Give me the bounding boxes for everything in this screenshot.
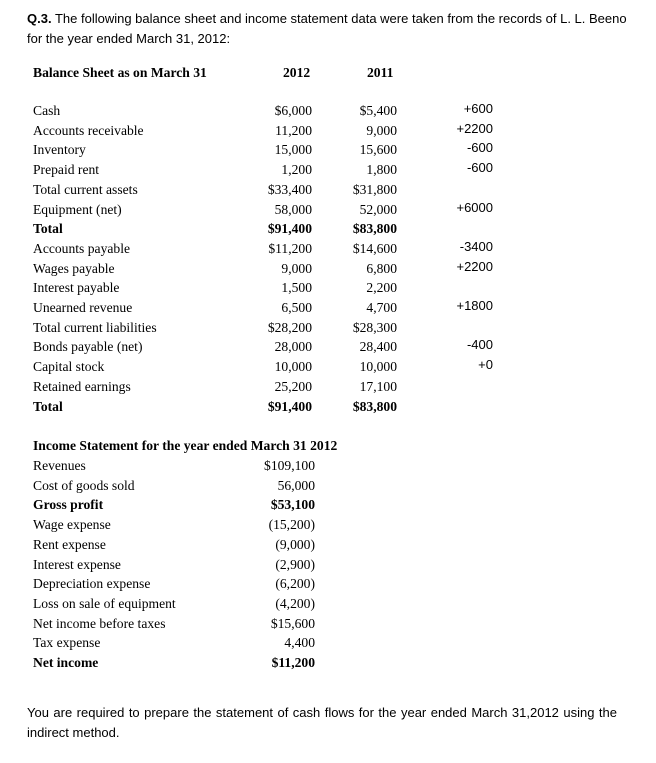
balance-sheet-row: [0, 280, 656, 300]
value-2011: 52,000: [359, 201, 397, 217]
row-label: Gross profit: [33, 497, 104, 513]
row-label: Net income before taxes: [33, 615, 166, 631]
income-statement-row: [0, 576, 656, 596]
row-label: Interest expense: [33, 556, 121, 572]
question-number: Q.3.: [27, 11, 52, 26]
value-2011: 2,200: [366, 280, 397, 296]
income-statement-row: [0, 596, 656, 616]
row-label: Capital stock: [33, 359, 105, 375]
change-annotation: +1800: [456, 298, 493, 313]
row-label: Inventory: [33, 142, 86, 158]
income-statement-row: [0, 635, 656, 655]
change-annotation: -3400: [459, 238, 493, 254]
row-value: (2,900): [275, 556, 315, 572]
row-label: Unearned revenue: [33, 300, 133, 315]
balance-sheet-row: [0, 300, 656, 320]
change-annotation: +2200: [456, 120, 493, 136]
row-value: $53,100: [270, 497, 315, 513]
row-value: $11,200: [271, 655, 315, 670]
income-statement-row: [0, 497, 656, 517]
change-annotation: -600: [466, 140, 493, 156]
balance-sheet-row: [0, 320, 656, 340]
row-value: $109,100: [264, 458, 315, 473]
balance-sheet-row: [0, 182, 656, 202]
income-statement-row: [0, 517, 656, 537]
value-2012: 1,500: [281, 280, 312, 296]
row-label: Accounts receivable: [33, 122, 144, 138]
value-2011: 9,000: [366, 122, 397, 138]
balance-sheet-row: [0, 399, 656, 419]
row-label: Depreciation expense: [33, 576, 151, 592]
row-label: Tax expense: [33, 635, 101, 651]
row-label: Retained earnings: [33, 378, 131, 394]
value-2012: 9,000: [281, 260, 312, 276]
change-annotation: +0: [478, 357, 493, 373]
change-annotation: +600: [463, 101, 493, 116]
row-label: Bonds payable (net): [33, 339, 143, 355]
row-label: Equipment (net): [33, 201, 122, 217]
income-statement-row: [0, 655, 656, 675]
row-value: (15,200): [268, 517, 315, 533]
column-header-2012: 2012: [283, 65, 311, 80]
value-2011: 6,800: [366, 260, 397, 276]
value-2011: $83,800: [352, 398, 397, 414]
row-label: Total current assets: [33, 181, 138, 197]
balance-sheet-row: [0, 103, 656, 123]
row-label: Accounts payable: [33, 240, 131, 256]
balance-sheet-row: [0, 238, 656, 261]
value-2011: $5,400: [359, 103, 397, 118]
value-2012: $33,400: [267, 181, 312, 197]
value-2012: 6,500: [281, 300, 312, 315]
value-2011: $28,300: [352, 319, 397, 335]
row-label: Total: [33, 398, 63, 414]
balance-sheet-row: [0, 199, 656, 222]
row-value: 56,000: [277, 477, 315, 493]
value-2012: 25,200: [274, 378, 312, 394]
income-statement-row: [0, 537, 656, 557]
value-2011: 28,400: [359, 339, 397, 355]
row-label: Wage expense: [33, 517, 111, 533]
row-label: Cash: [33, 103, 61, 118]
value-2012: $11,200: [268, 240, 312, 256]
value-2011: 10,000: [359, 359, 397, 375]
value-2012: 58,000: [274, 201, 312, 217]
row-value: (9,000): [275, 536, 315, 552]
value-2012: $6,000: [274, 103, 312, 118]
row-label: Loss on sale of equipment: [33, 595, 176, 611]
row-label: Total: [33, 221, 63, 237]
balance-sheet-row: [0, 120, 656, 143]
row-label: Rent expense: [33, 536, 106, 552]
balance-sheet-row: [0, 258, 656, 281]
value-2012: $28,200: [267, 319, 312, 335]
income-statement-row: [0, 557, 656, 577]
value-2012: 28,000: [274, 339, 312, 355]
row-label: Net income: [33, 655, 99, 670]
balance-sheet-row: [0, 359, 656, 379]
change-annotation: -600: [466, 160, 493, 176]
question-intro: [27, 9, 627, 49]
row-value: (6,200): [275, 576, 315, 592]
value-2012: 1,200: [281, 162, 312, 178]
value-2012: $91,400: [267, 398, 312, 414]
row-value: (4,200): [275, 595, 315, 611]
value-2011: 17,100: [359, 378, 397, 394]
value-2012: 10,000: [274, 359, 312, 375]
balance-sheet-row: [0, 379, 656, 399]
question-text: The following balance sheet and income statement data were taken from the records of L. L. Beeno for the year ended March 31, 2012:: [27, 11, 627, 46]
balance-sheet-title: Balance Sheet as on March 31: [33, 65, 207, 80]
value-2011: 1,800: [366, 162, 397, 178]
income-statement-row: [0, 478, 656, 498]
value-2011: 15,600: [359, 142, 397, 158]
balance-sheet-row: [0, 221, 656, 241]
income-statement-row: [0, 458, 656, 478]
value-2012: 15,000: [274, 142, 312, 158]
value-2011: 4,700: [366, 300, 397, 315]
balance-sheet-row: [0, 339, 656, 359]
row-label: Wages payable: [33, 260, 115, 276]
row-label: Prepaid rent: [33, 162, 100, 178]
value-2012: 11,200: [275, 122, 312, 138]
change-annotation: +2200: [456, 258, 493, 274]
column-header-2011: 2011: [367, 65, 394, 80]
row-label: Interest payable: [33, 280, 120, 296]
change-annotation: -400: [466, 337, 493, 353]
balance-sheet-row: [0, 162, 656, 182]
balance-sheet-row: [0, 142, 656, 162]
change-annotation: +6000: [456, 199, 493, 215]
row-label: Total current liabilities: [33, 319, 157, 335]
value-2011: $14,600: [352, 240, 397, 256]
value-2011: $31,800: [352, 181, 397, 197]
income-statement-title: Income Statement for the year ended March 31 2012: [33, 438, 338, 453]
instruction-text: You are required to prepare the statement of cash flows for the year ended March 31,2012 using the indirect method.: [27, 705, 617, 740]
value-2012: $91,400: [267, 221, 312, 237]
income-statement-row: [0, 616, 656, 636]
row-label: Cost of goods sold: [33, 477, 135, 493]
row-value: $15,600: [270, 615, 315, 631]
row-value: 4,400: [284, 635, 315, 651]
value-2011: $83,800: [352, 221, 397, 237]
row-label: Revenues: [33, 458, 86, 473]
